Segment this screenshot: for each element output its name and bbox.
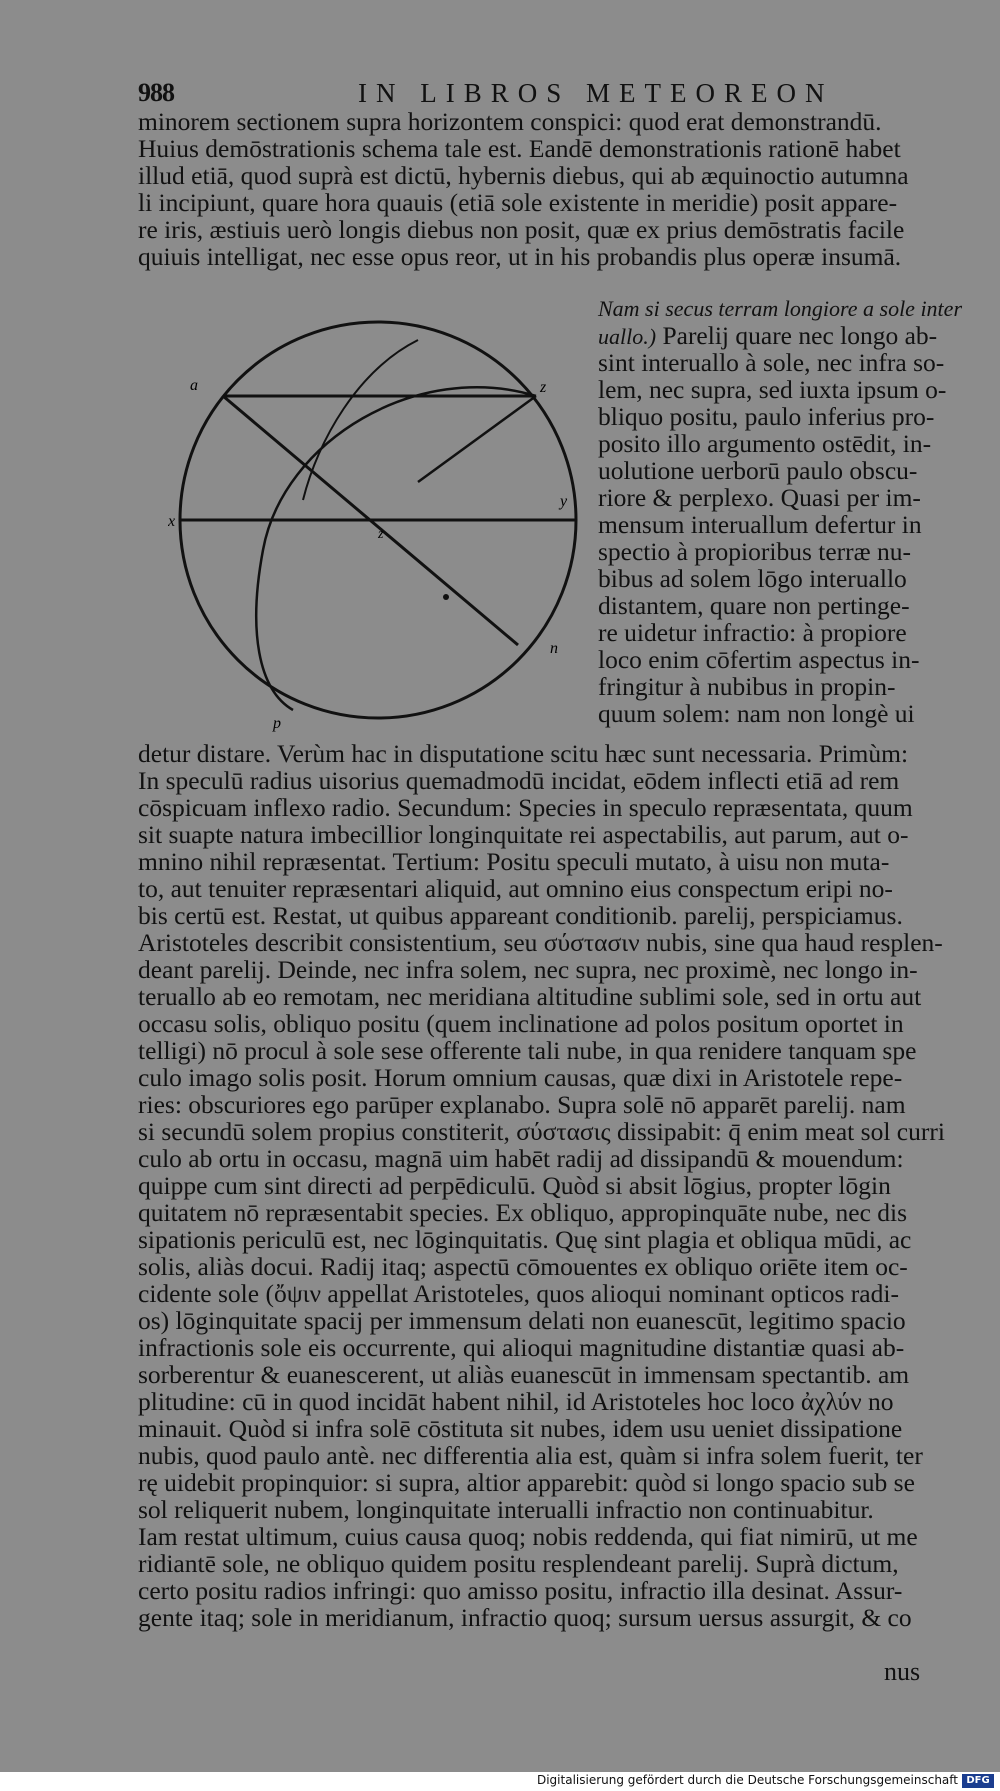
- text-line: minorem sectionem supra horizontem conspici: quod erat demonstrandū.: [138, 107, 882, 136]
- text-line: fringitur à nubibus in propin-: [598, 672, 896, 701]
- text-line: quiuis intelligat, nec esse opus reor, ut in his probandis plus operæ insumā.: [138, 242, 902, 271]
- figure-point: [443, 594, 449, 600]
- text-line: li incipiunt, quare hora quauis (etiā sole existente in meridie) posit appare-: [138, 188, 898, 217]
- text-line: mensum interuallum defertur in: [598, 510, 922, 539]
- text-line: loco enim cōfertim aspectus in-: [598, 645, 920, 674]
- figure-label: y: [560, 493, 568, 510]
- running-head: IN LIBROS METEOREON: [358, 78, 834, 108]
- text-line: bis certū est. Restat, ut quibus appareant conditionib. parelij, perspiciamus.: [138, 901, 903, 930]
- text-line: In speculū radius uisorius quemadmodū incidat, eōdem inflecti etiā ad rem: [138, 766, 900, 795]
- text-line: sipationis periculū est, nec lōginquitatis. Quę sint plagia et obliqua mūdi, ac: [138, 1225, 912, 1254]
- text-line: to, aut tenuiter repræsentari aliquid, aut omnino eius conspectum eripi no-: [138, 874, 893, 903]
- text-line: quitatem nō repræsentabit species. Ex obliquo, appropinquāte nube, nec dis: [138, 1198, 908, 1227]
- text-line: ridiantē sole, ne obliquo quidem positu resplendeant parelij. Suprà dictum,: [138, 1549, 899, 1578]
- text-line: uolutione uerborū paulo obscu-: [598, 456, 918, 485]
- text-line: quippe cum sint directi ad perpēdiculū. Quòd si absit lōgius, propter lōgin: [138, 1171, 891, 1200]
- text-line: ries: obscuriores ego parūper explanabo. Supra solē nō apparēt parelij. nam: [138, 1090, 906, 1119]
- text-line: culo ab ortu in occasu, magnā uim habēt radij ad dissipandū & mouendum:: [138, 1144, 904, 1173]
- text-line: teruallo ab eo remotam, nec meridiana altitudine sublimi sole, sed in ortu aut: [138, 982, 922, 1011]
- text-line: sint interuallo à sole, nec infra so-: [598, 348, 945, 377]
- text-line: si secundū solem propius constiterit, σύστασις dissipabit: q̄ enim meat sol curri: [138, 1117, 945, 1146]
- text-line: occasu solis, obliquo positu (quem inclinatione ad polos positum oportet in: [138, 1009, 904, 1038]
- footer-credit: Digitalisierung gefördert durch die Deutsche Forschungsgemeinschaft: [536, 1773, 958, 1787]
- catchword: nus: [884, 1657, 921, 1686]
- text-line: bibus ad solem lōgo interuallo: [598, 564, 907, 593]
- text-line: certo positu radios infringi: quo amisso positu, infractio illa desinat. Assur-: [138, 1576, 903, 1605]
- text-line: nubis, quod paulo antè. nec differentia alia est, quàm si infra solem fuerit, ter: [138, 1441, 923, 1470]
- text-line: cōspicuam inflexo radio. Secundum: Species in speculo repræsentata, quum: [138, 793, 913, 822]
- text-line: gente itaq; sole in meridianum, infractio quoq; sursum uersus assurgit, & co: [138, 1603, 912, 1632]
- text-line: cidente sole (ὄψιν appellat Aristoteles, quos alioqui nominant opticos radi-: [138, 1279, 899, 1308]
- text-line: re uidetur infractio: à propiore: [598, 618, 907, 647]
- marginal-gloss: uallo.): [598, 324, 657, 349]
- text-line: sorberentur & euanescerent, ut aliàs euanescūt in immensam spectantib. am: [138, 1360, 910, 1389]
- text-line: distantem, quare non pertinge-: [598, 591, 910, 620]
- marginal-gloss: Nam si secus terram longiore a sole inter: [598, 296, 962, 321]
- text-line: deant parelij. Deinde, nec infra solem, nec supra, nec proximè, nec longo in-: [138, 955, 918, 984]
- text-line: riore & perplexo. Quasi per im-: [598, 483, 921, 512]
- short-diagonal: [418, 396, 536, 482]
- footer-bar: [0, 1772, 1000, 1791]
- circle-diagram: [168, 300, 588, 740]
- text-line: os) lōginquitate spacij per immensum delati non euanescūt, legitimo spacio: [138, 1306, 906, 1335]
- text-line: Iam restat ultimum, cuius causa quoq; nobis reddenda, qui fiat nimirū, ut me: [138, 1522, 918, 1551]
- dfg-logo[interactable]: DFG: [962, 1774, 994, 1788]
- text-line: Huius demōstrationis schema tale est. Eandē demonstrationis rationē habet: [138, 134, 901, 163]
- text-line: plitudine: cū in quod incidāt habent nihil, id Aristoteles hoc loco ἀχλύν no: [138, 1387, 894, 1416]
- text-line: lem, nec supra, sed iuxta ipsum o-: [598, 375, 947, 404]
- text-line: infractionis sole eis occurrente, qui alioqui magnitudine distantiæ quasi ab-: [138, 1333, 905, 1362]
- text-line: Aristoteles describit consistentium, seu σύστασιν nubis, sine qua haud resplen-: [138, 928, 943, 957]
- text-line: rę uidebit propinquior: si supra, altior apparebit: quòd si longo spacio sub se: [138, 1468, 915, 1497]
- text-line: quum solem: nam non longè ui: [598, 699, 915, 728]
- geometric-figure: [168, 300, 588, 740]
- text-line: posito illo argumento ostēdit, in-: [598, 429, 932, 458]
- text-line: telligi) nō procul à sole sese offerente tali nube, in qua renidere tanquam spe: [138, 1036, 917, 1065]
- figure-label: x: [168, 513, 176, 530]
- text-line: spectio à propioribus terræ nu-: [598, 537, 912, 566]
- figure-label: z: [540, 379, 547, 396]
- figure-label: a: [190, 377, 198, 394]
- text-line: re iris, æstiuis uerò longis diebus non posit, quæ ex prius demōstratis facile: [138, 215, 905, 244]
- text-line: Parelij quare nec longo ab-: [662, 321, 938, 350]
- text-line: sol reliquerit nubem, longinquitate interualli infractio non continuabitur.: [138, 1495, 874, 1524]
- folio-number: 988: [138, 78, 174, 107]
- figure-label: p: [273, 715, 281, 732]
- text-line: sit suapte natura imbecillior longinquitate rei aspectabilis, aut parum, aut o-: [138, 820, 909, 849]
- text-line: solis, aliàs docui. Radij itaq; aspectū cōmouentes ex obliquo oriēte item oc-: [138, 1252, 908, 1281]
- text-line: mnino nihil repræsentat. Tertium: Positu speculi mutato, à uisu non muta-: [138, 847, 890, 876]
- gloss-line-with-text: [598, 322, 937, 350]
- text-line: illud etiā, quod suprà est dictū, hybernis diebus, qui ab æquinoctio autumna: [138, 161, 909, 190]
- figure-label: z: [378, 527, 384, 542]
- text-line: culo imago solis posit. Horum omnium causas, quæ dixi in Aristotele repe-: [138, 1063, 903, 1092]
- inner-arc: [256, 387, 536, 710]
- text-line: bliquo positu, paulo inferius pro-: [598, 402, 935, 431]
- figure-label: n: [550, 640, 558, 657]
- text-line: minauit. Quòd si infra solē cōstituta sit nubes, idem usu ueniet dissipatione: [138, 1414, 903, 1443]
- text-line: detur distare. Verùm hac in disputatione scitu hæc sunt necessaria. Primùm:: [138, 739, 909, 768]
